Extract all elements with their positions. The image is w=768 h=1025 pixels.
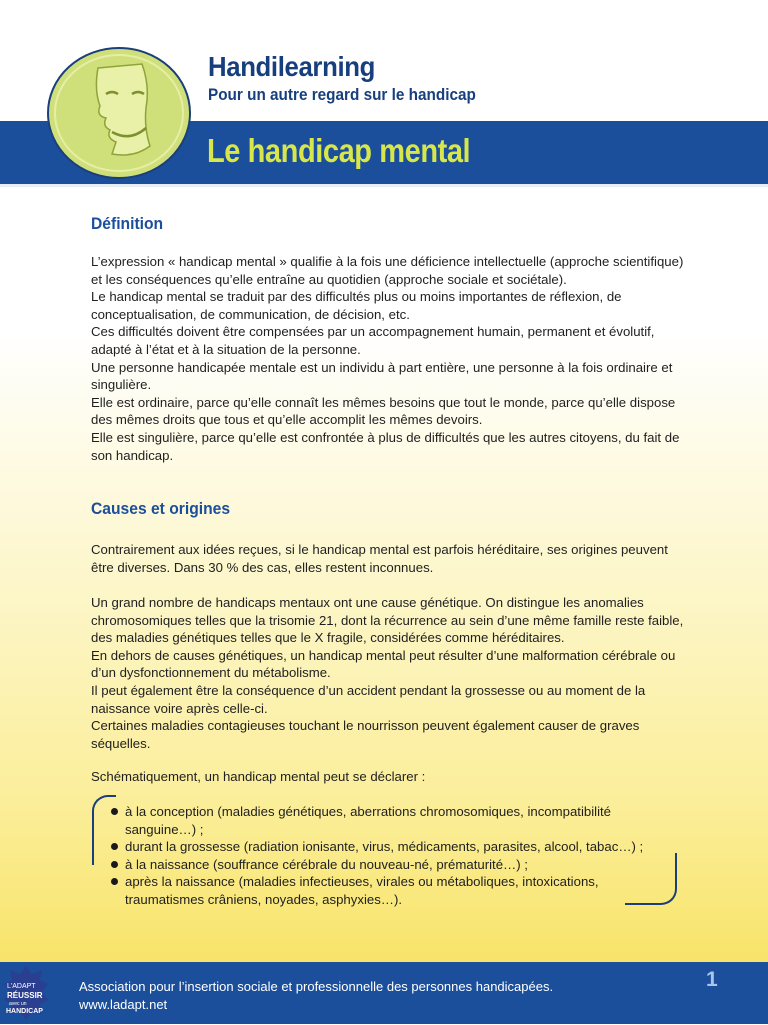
definition-paragraph: Elle est singulière, parce qu’elle est confrontée à plus de difficultés que les autres citoyens, du fait de son handicap. — [91, 429, 680, 463]
brand-title: Handilearning — [208, 51, 375, 82]
definition-paragraph: Elle est ordinaire, parce qu’elle connaît les mêmes besoins que tout le monde, parce qu’elle dispose des mêmes droits que tous et qu’elle accomplit les mêmes devoirs. — [91, 394, 676, 428]
causes-paragraph: En dehors de causes génétiques, un handicap mental peut résulter d’une malformation cérébrale ou d’un dysfonctionnement du métabolisme. — [91, 647, 676, 681]
logo-text-ladapt: L'ADAPT — [7, 983, 36, 990]
causes-lead — [91, 768, 691, 786]
footer-url: www.ladapt.net — [79, 997, 168, 1012]
causes-intro-paragraph: Contrairement aux idées reçues, si le handicap mental est parfois héréditaire, ses origines peuvent être diverses. Dans 30 % des cas, elles restent inconnues. — [91, 542, 668, 575]
bullet-dot-icon — [111, 878, 118, 885]
logo-text-reussir: RÉUSSIR — [7, 991, 43, 1000]
brand-tagline: Pour un autre regard sur le handicap — [208, 85, 476, 104]
page-number: 1 — [706, 968, 718, 991]
list-item — [110, 838, 680, 856]
list-item-text: durant la grossesse (radiation ionisante, virus, médicaments, parasites, alcool, tabac…) ; — [125, 839, 644, 855]
bullet-dot-icon — [111, 843, 118, 850]
causes-paragraph: Certaines maladies contagieuses touchant le nourrisson peuvent également causer de graves séquelles. — [91, 718, 640, 751]
page-title: Le handicap mental — [207, 132, 471, 169]
definition-heading: Définition — [91, 214, 164, 233]
header-divider — [0, 184, 768, 187]
causes-lead-text: Schématiquement, un handicap mental peut se déclarer : — [91, 769, 426, 784]
logo-text-handicap: HANDICAP — [6, 1008, 43, 1015]
list-item — [110, 873, 680, 908]
smiling-face-circle-icon — [46, 46, 192, 180]
causes-body — [91, 594, 691, 752]
ladapt-logo-icon — [4, 966, 48, 1020]
definition-paragraph: Une personne handicapée mentale est un individu à part entière, une personne à la fois ordinaire et singulière. — [91, 359, 673, 393]
causes-paragraph: Un grand nombre de handicaps mentaux ont une cause génétique. On distingue les anomalies chromosomiques telles que la trisomie 21, dont la récurrence au sein d’une même famille reste faible, des maladies génétiques telles que le X fragile, considérées comme héréditaires. — [91, 595, 684, 646]
bullet-dot-icon — [111, 861, 118, 868]
logo-text-avec: avec un — [9, 1001, 27, 1007]
list-item-text: à la naissance (souffrance cérébrale du nouveau-né, prématurité…) ; — [125, 856, 528, 872]
causes-bullet-list — [110, 803, 680, 909]
list-item-text: après la naissance (maladies infectieuses, virales ou métaboliques, intoxications, traumatismes crâniens, noyades, asphyxies…). — [125, 874, 599, 907]
definition-paragraph: L’expression « handicap mental » qualifie à la fois une déficience intellectuelle (approche scientifique) et les conséquences qu’elle entraîne au quotidien (approche sociale et sociétale). — [91, 254, 684, 287]
causes-intro — [91, 541, 691, 576]
list-item — [110, 856, 680, 874]
bullet-dot-icon — [111, 808, 118, 815]
definition-paragraph: Le handicap mental se traduit par des difficultés plus ou moins importantes de réflexion, de conceptualisation, de communication, de décision, etc. — [91, 289, 622, 322]
causes-heading: Causes et origines — [91, 499, 231, 518]
causes-paragraph: Il peut également être la conséquence d’un accident pendant la grossesse ou au moment de la naissance voire après celle-ci. — [91, 682, 646, 716]
list-item-text: à la conception (maladies génétiques, aberrations chromosomiques, incompatibilité sanguine…) ; — [125, 804, 612, 837]
definition-paragraph: Ces difficultés doivent être compensées par un accompagnement humain, permanent et évolutif, adapté à l’état et à la situation de la personne. — [91, 324, 655, 357]
footer-association: Association pour l’insertion sociale et professionnelle des personnes handicapées. — [79, 979, 554, 994]
definition-body — [91, 253, 691, 464]
list-item — [110, 803, 680, 838]
